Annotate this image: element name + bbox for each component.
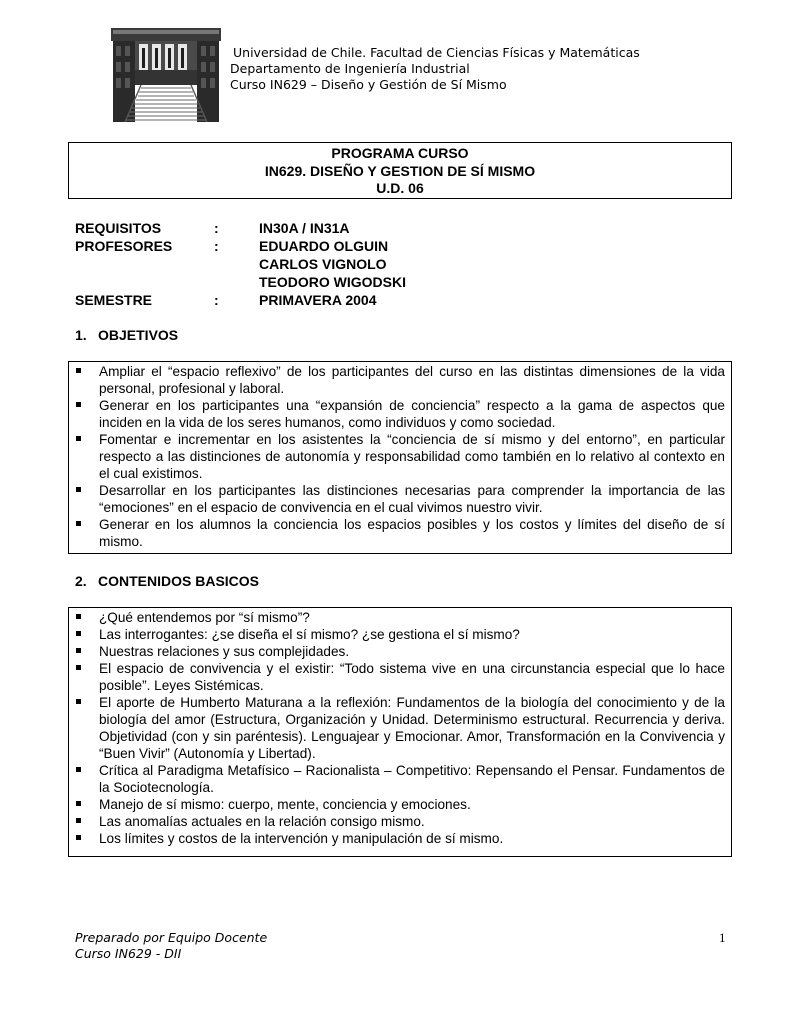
info-row-semestre [75, 291, 406, 309]
profesor-3: TEODORO WIGODSKI [259, 274, 406, 290]
bullet-icon [76, 436, 81, 441]
bullet-icon [76, 801, 81, 806]
list-item: Generar en los alumnos la conciencia los espacios posibles y los costos y límites del diseño de sí mismo. [75, 516, 725, 550]
university-building-logo [111, 28, 221, 122]
header-department: Departamento de Ingeniería Industrial [230, 61, 470, 76]
section-title-text: CONTENIDOS BASICOS [98, 573, 260, 589]
footer-prepared-by: Preparado por Equipo Docente [75, 930, 268, 945]
list-item: Las interrogantes: ¿se diseña el sí mismo? ¿se gestiona el sí mismo? [75, 626, 725, 643]
semestre-label: SEMESTRE [75, 292, 153, 308]
bullet-icon [76, 521, 81, 526]
title-line-course: IN629. DISEÑO Y GESTION DE SÍ MISMO [264, 162, 536, 179]
bullet-icon [76, 835, 81, 840]
program-title-box [68, 142, 732, 199]
list-item: El aporte de Humberto Maturana a la reflexión: Fundamentos de la biología del conocimiento y de la biología del amor (Estructura, Organización y Unidad. Determinismo estructural. Recurrencia y deriva. Objetividad (con y sin paréntesis). Lenguajear y Emocionar. Amor, Transformación en la Convivencia y “Buen Vivir” (Autonomía y Libertad). [75, 694, 725, 762]
list-item: Manejo de sí mismo: cuerpo, mente, conciencia y emociones. [75, 796, 725, 813]
header-course: Curso IN629 – Diseño y Gestión de Sí Mismo [230, 77, 507, 92]
institution-header [230, 45, 640, 93]
info-row-requisitos [75, 219, 406, 237]
contenidos-box [68, 607, 732, 857]
requisitos-value: IN30A / IN31A [259, 220, 350, 236]
bullet-icon [76, 402, 81, 407]
section-number: 1. [75, 327, 87, 343]
bullet-icon [76, 648, 81, 653]
profesor-2: CARLOS VIGNOLO [259, 256, 387, 272]
course-info [75, 219, 406, 309]
footer-course: Curso IN629 - DII [75, 946, 182, 961]
footer [75, 930, 267, 962]
list-item: Las anomalías actuales en la relación consigo mismo. [75, 813, 725, 830]
title-line-program: PROGRAMA CURSO [331, 145, 469, 161]
objetivos-box [68, 361, 732, 554]
title-line-ud: U.D. 06 [376, 180, 424, 196]
bullet-icon [76, 487, 81, 492]
section-title-text: OBJETIVOS [98, 327, 179, 343]
section-heading-contenidos [75, 572, 259, 590]
list-item: ¿Qué entendemos por “sí mismo”? [75, 609, 725, 626]
requisitos-separator: : [214, 220, 219, 236]
bullet-icon [76, 665, 81, 670]
list-item: Los límites y costos de la intervención y manipulación de sí mismo. [75, 830, 725, 847]
list-item: Ampliar el “espacio reflexivo” de los participantes del curso en las distintas dimensiones de la vida personal, profesional y laboral. [75, 363, 725, 397]
section-heading-objetivos [75, 326, 178, 344]
semestre-separator: : [214, 292, 219, 308]
profesores-label: PROFESORES [75, 238, 173, 254]
section-number: 2. [75, 573, 87, 589]
info-row-profesores [75, 237, 406, 291]
list-item: Fomentar e incrementar en los asistentes la “conciencia de sí mismo y del entorno”, en particular respecto a las distinciones de autonomía y responsabilidad como también en lo relativo al contexto en el cual existimos. [75, 431, 725, 482]
list-item: Nuestras relaciones y sus complejidades. [75, 643, 725, 660]
list-item: Generar en los participantes una “expansión de conciencia” respecto a la gama de aspectos que inciden en la vida de los seres humanos, como individuos y como sociedad. [75, 397, 725, 431]
bullet-icon [76, 631, 81, 636]
profesor-1: EDUARDO OLGUIN [259, 238, 389, 254]
bullet-icon [76, 614, 81, 619]
page-number: 1 [719, 930, 726, 945]
bullet-icon [76, 767, 81, 772]
bullet-icon [76, 368, 81, 373]
contenidos-list [75, 609, 725, 847]
semestre-value: PRIMAVERA 2004 [259, 292, 377, 308]
bullet-icon [76, 818, 81, 823]
objetivos-list [75, 363, 725, 550]
list-item: Desarrollar en los participantes las distinciones necesarias para comprender la importancia de las “emociones” en el espacio de convivencia en el cual vivimos nuestro vivir. [75, 482, 725, 516]
profesores-separator: : [214, 238, 219, 254]
requisitos-label: REQUISITOS [75, 220, 162, 236]
header-university: Universidad de Chile. Facultad de Ciencias Físicas y Matemáticas [233, 45, 640, 60]
list-item: El espacio de convivencia y el existir: “Todo sistema vive en una circunstancia especial que lo hace posible”. Leyes Sistémicas. [75, 660, 725, 694]
list-item: Crítica al Paradigma Metafísico – Racionalista – Competitivo: Repensando el Pensar. Fundamentos de la Sociotecnología. [75, 762, 725, 796]
bullet-icon [76, 699, 81, 704]
